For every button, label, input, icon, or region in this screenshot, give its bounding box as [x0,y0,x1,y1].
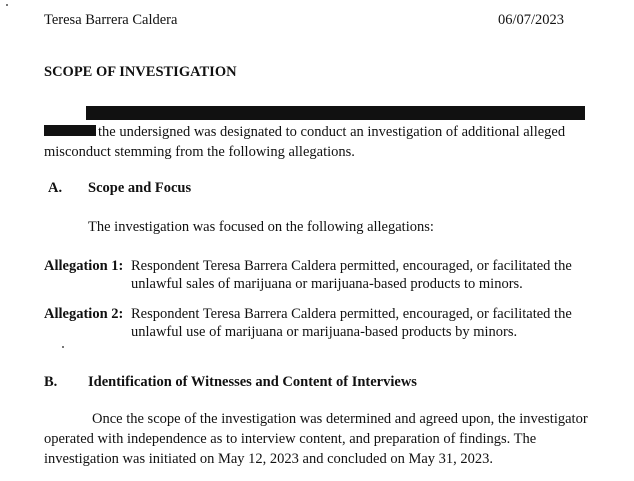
section-b-heading: Identification of Witnesses and Content of Interviews [88,374,417,390]
section-b-line-1: Once the scope of the investigation was determined and agreed upon, the investigator [92,411,588,427]
section-a-heading: Scope and Focus [88,180,192,196]
scan-speck [6,4,8,6]
redaction-block [44,125,96,136]
section-b-line-2: operated with independence as to interview content, and preparation of findings. The [44,431,537,447]
allegation-1-line-2: unlawful sales of marijuana or marijuana-based products to minors. [131,276,523,292]
section-a-text: The investigation was focused on the following allegations: [88,219,434,235]
header-name: Teresa Barrera Caldera [44,12,178,28]
section-a-letter: A. [48,180,63,196]
allegation-2-line-2: unlawful use of marijuana or marijuana-based products by minors. [131,324,518,340]
header-date: 06/07/2023 [497,12,564,28]
redaction-bar [86,106,585,120]
intro-line-2: misconduct stemming from the following allegations. [44,144,355,160]
scan-speck [62,346,64,348]
section-b-letter: B. [44,374,58,390]
page-title: SCOPE OF INVESTIGATION [44,64,237,80]
section-b-line-3: investigation was initiated on May 12, 2023 and concluded on May 31, 2023. [44,451,494,467]
intro-line-1: the undersigned was designated to conduct an investigation of additional alleged [98,124,566,140]
allegation-1-line-1: Respondent Teresa Barrera Caldera permitted, encouraged, or facilitated the [131,258,572,274]
allegation-2-line-1: Respondent Teresa Barrera Caldera permitted, encouraged, or facilitated the [131,306,572,322]
allegation-2-label: Allegation 2: [44,306,124,322]
allegation-1-label: Allegation 1: [44,258,124,274]
